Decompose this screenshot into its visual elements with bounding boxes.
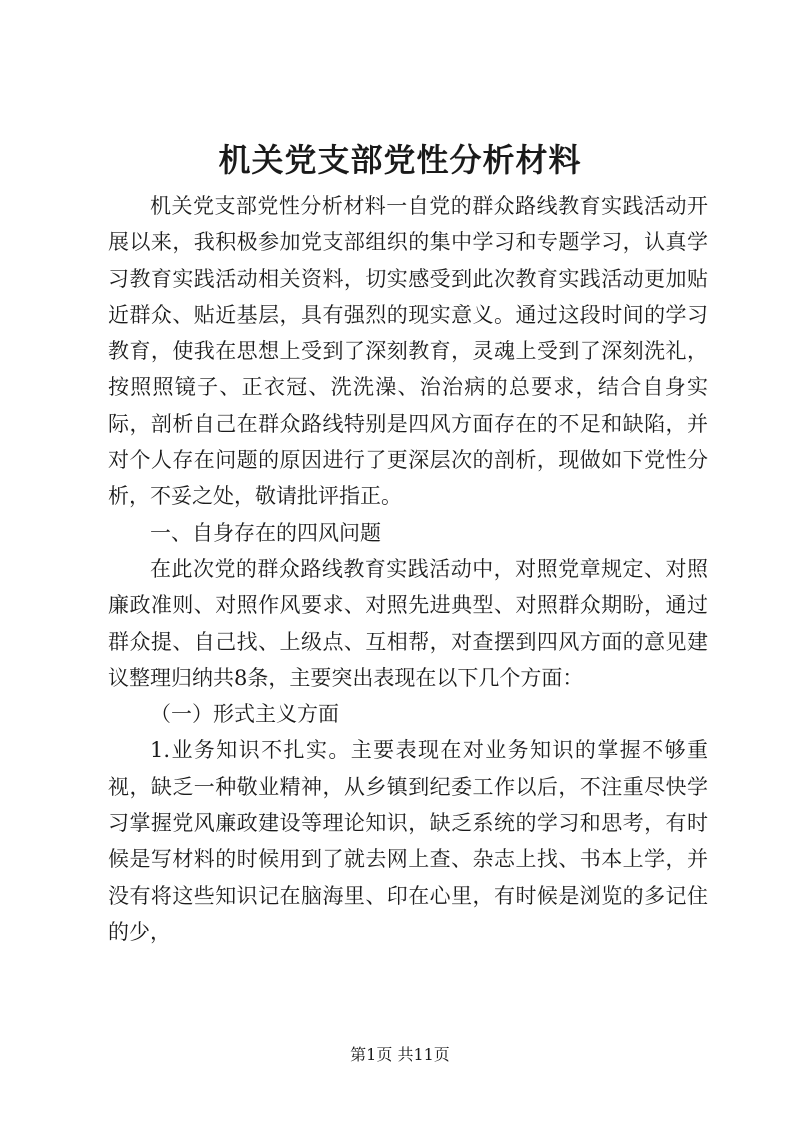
paragraph-section-1: 在此次党的群众路线教育实践活动中，对照党章规定、对照廉政准则、对照作风要求、对照先进典型、对照群众期盼，通过群众提、自己找、上级点、互相帮，对查摆到四风方面的意见建议整理归纳共8条，主要突出表现在以下几个方面：: [108, 556, 708, 690]
document-title: 机关党支部党性分析材料: [218, 141, 582, 179]
paragraph-item-1: 1.业务知识不扎实。主要表现在对业务知识的掌握不够重视，缺乏一种敬业精神，从乡镇到纪委工作以后，不注重尽快学习掌握党风廉政建设等理论知识，缺乏系统的学习和思考，有时候是写材料的时候用到了就去网上查、杂志上找、书本上学，并没有将这些知识记在脑海里、印在心里，有时候是浏览的多记住的少，: [108, 738, 708, 944]
subsection-heading-1: （一）形式主义方面: [150, 702, 339, 727]
paragraph-intro: 机关党支部党性分析材料一自党的群众路线教育实践活动开展以来，我积极参加党支部组织的集中学习和专题学习，认真学习教育实践活动相关资料，切实感受到此次教育实践活动更加贴近群众、贴近基层，具有强烈的现实意义。通过这段时间的学习教育，使我在思想上受到了深刻教育，灵魂上受到了深刻洗礼，按照照镜子、正衣冠、洗洗澡、治治病的总要求，结合自身实际，剖析自己在群众路线特别是四风方面存在的不足和缺陷，并对个人存在问题的原因进行了更深层次的剖析，现做如下党性分析，不妥之处，敬请批评指正。: [108, 194, 708, 509]
document-body: [108, 188, 708, 950]
page-footer: 第1页 共11页: [350, 1045, 450, 1064]
section-heading-1: 一、自身存在的四风问题: [150, 520, 381, 545]
